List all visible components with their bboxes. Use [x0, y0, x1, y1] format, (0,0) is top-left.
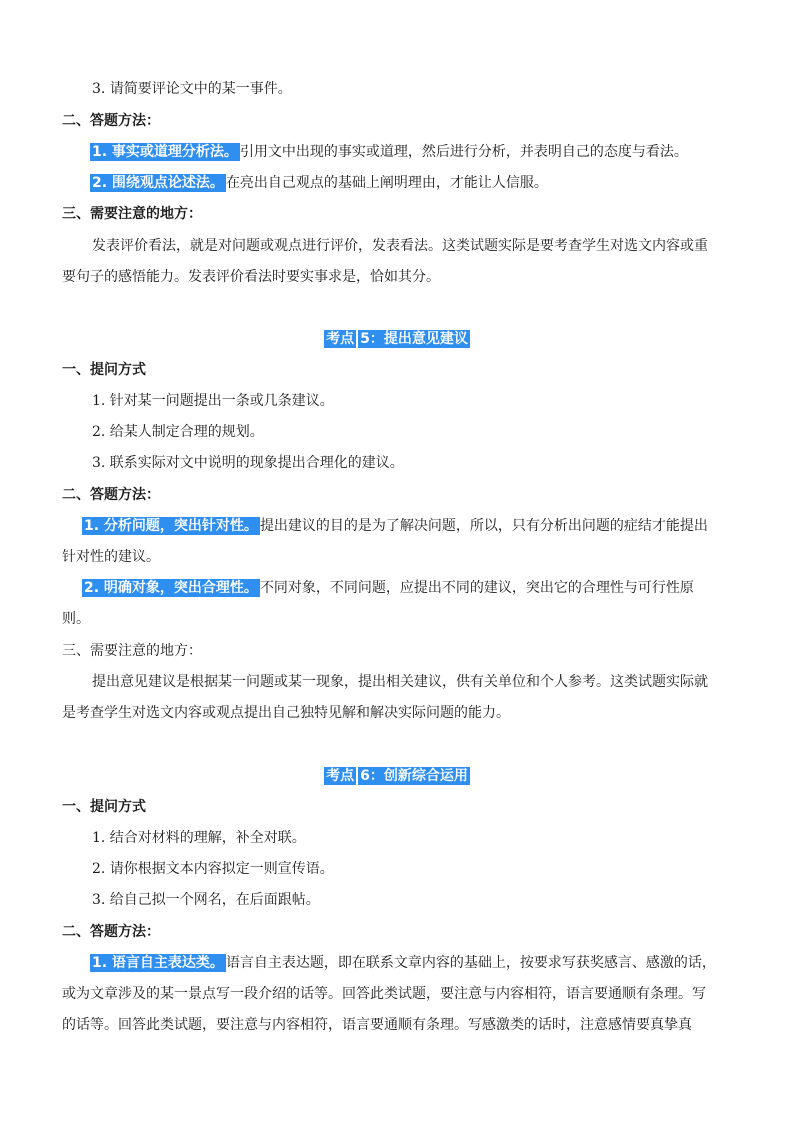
heading-question-style: 一、提问方式	[62, 362, 146, 378]
section-title-prefix: 考点	[326, 331, 355, 347]
method-text-continued: 或为文章涉及的某一景点写一段介绍的话等。回答此类试题，要注意与内容相符，语言要通顺有条理。写	[62, 986, 706, 1002]
method-text-continued: 则。	[62, 611, 90, 627]
method-item-2	[82, 577, 694, 599]
question-item-2: 2. 请你根据文本内容拟定一则宣传语。	[92, 861, 334, 877]
method-text: 引用文中出现的事实或道理，然后进行分析，并表明自己的态度与看法。	[239, 144, 688, 160]
notes-paragraph-line-1: 提出意见建议是根据某一问题或某一现象，提出相关建议，供有关单位和个人参考。这类试题实际就	[92, 674, 708, 690]
question-item-1: 1. 针对某一问题提出一条或几条建议。	[92, 393, 334, 409]
method-text: 在亮出自己观点的基础上阐明理由，才能让人信服。	[225, 175, 548, 191]
method-text-continued: 的话等。回答此类试题，要注意与内容相符，语言要通顺有条理。写感激类的话时，注意感情要真挚真	[62, 1017, 692, 1033]
method-label-highlight: 1. 事实或道理分析法。	[92, 144, 238, 160]
method-text: 语言自主表达题，即在联系文章内容的基础上，按要求写获奖感言、感激的话，	[225, 955, 716, 971]
section-title-main: 5：提出意见建议	[360, 331, 468, 347]
question-item-3: 3. 给自己拟一个网名，在后面跟帖。	[92, 892, 320, 908]
method-label-highlight: 1. 语言自主表达类。	[92, 955, 224, 971]
notes-paragraph-line-2: 是考查学生对选文内容或观点提出自己独特见解和解决实际问题的能力。	[62, 705, 510, 721]
notes-paragraph-line-2: 要句子的感悟能力。发表评价看法时要实事求是，恰如其分。	[62, 269, 440, 285]
notes-paragraph-line-1: 发表评价看法，就是对问题或观点进行评价，发表看法。这类试题实际是要考查学生对选文内容或重	[92, 238, 708, 254]
method-item-1	[82, 515, 708, 537]
heading-answer-method: 二、答题方法：	[62, 924, 160, 940]
section-title-6	[0, 765, 794, 787]
heading-answer-method: 二、答题方法：	[62, 113, 160, 129]
heading-notes: 三、需要注意的地方：	[62, 206, 202, 222]
question-item-3: 3. 请简要评论文中的某一事件。	[92, 81, 292, 97]
question-item-2: 2. 给某人制定合理的规划。	[92, 424, 264, 440]
section-title-prefix: 考点	[326, 768, 355, 784]
question-item-3: 3. 联系实际对文中说明的现象提出合理化的建议。	[92, 455, 404, 471]
method-label-highlight: 1. 分析问题，突出针对性。	[84, 518, 258, 534]
method-text: 不同对象，不同问题，应提出不同的建议，突出它的合理性与可行性原	[259, 580, 694, 596]
section-title-5	[0, 328, 794, 350]
method-text-continued: 针对性的建议。	[62, 549, 160, 565]
heading-answer-method: 二、答题方法：	[62, 487, 160, 503]
method-label-highlight: 2. 围绕观点论述法。	[92, 175, 224, 191]
section-title-main: 6：创新综合运用	[360, 768, 468, 784]
question-item-1: 1. 结合对材料的理解，补全对联。	[92, 830, 306, 846]
heading-notes: 三、需要注意的地方：	[62, 643, 202, 659]
method-label-highlight: 2. 明确对象，突出合理性。	[84, 580, 258, 596]
method-item-2	[90, 172, 548, 194]
method-item-1	[90, 141, 688, 163]
heading-question-style: 一、提问方式	[62, 799, 146, 815]
method-item-1	[90, 952, 716, 974]
method-text: 提出建议的目的是为了解决问题，所以，只有分析出问题的症结才能提出	[259, 518, 708, 534]
